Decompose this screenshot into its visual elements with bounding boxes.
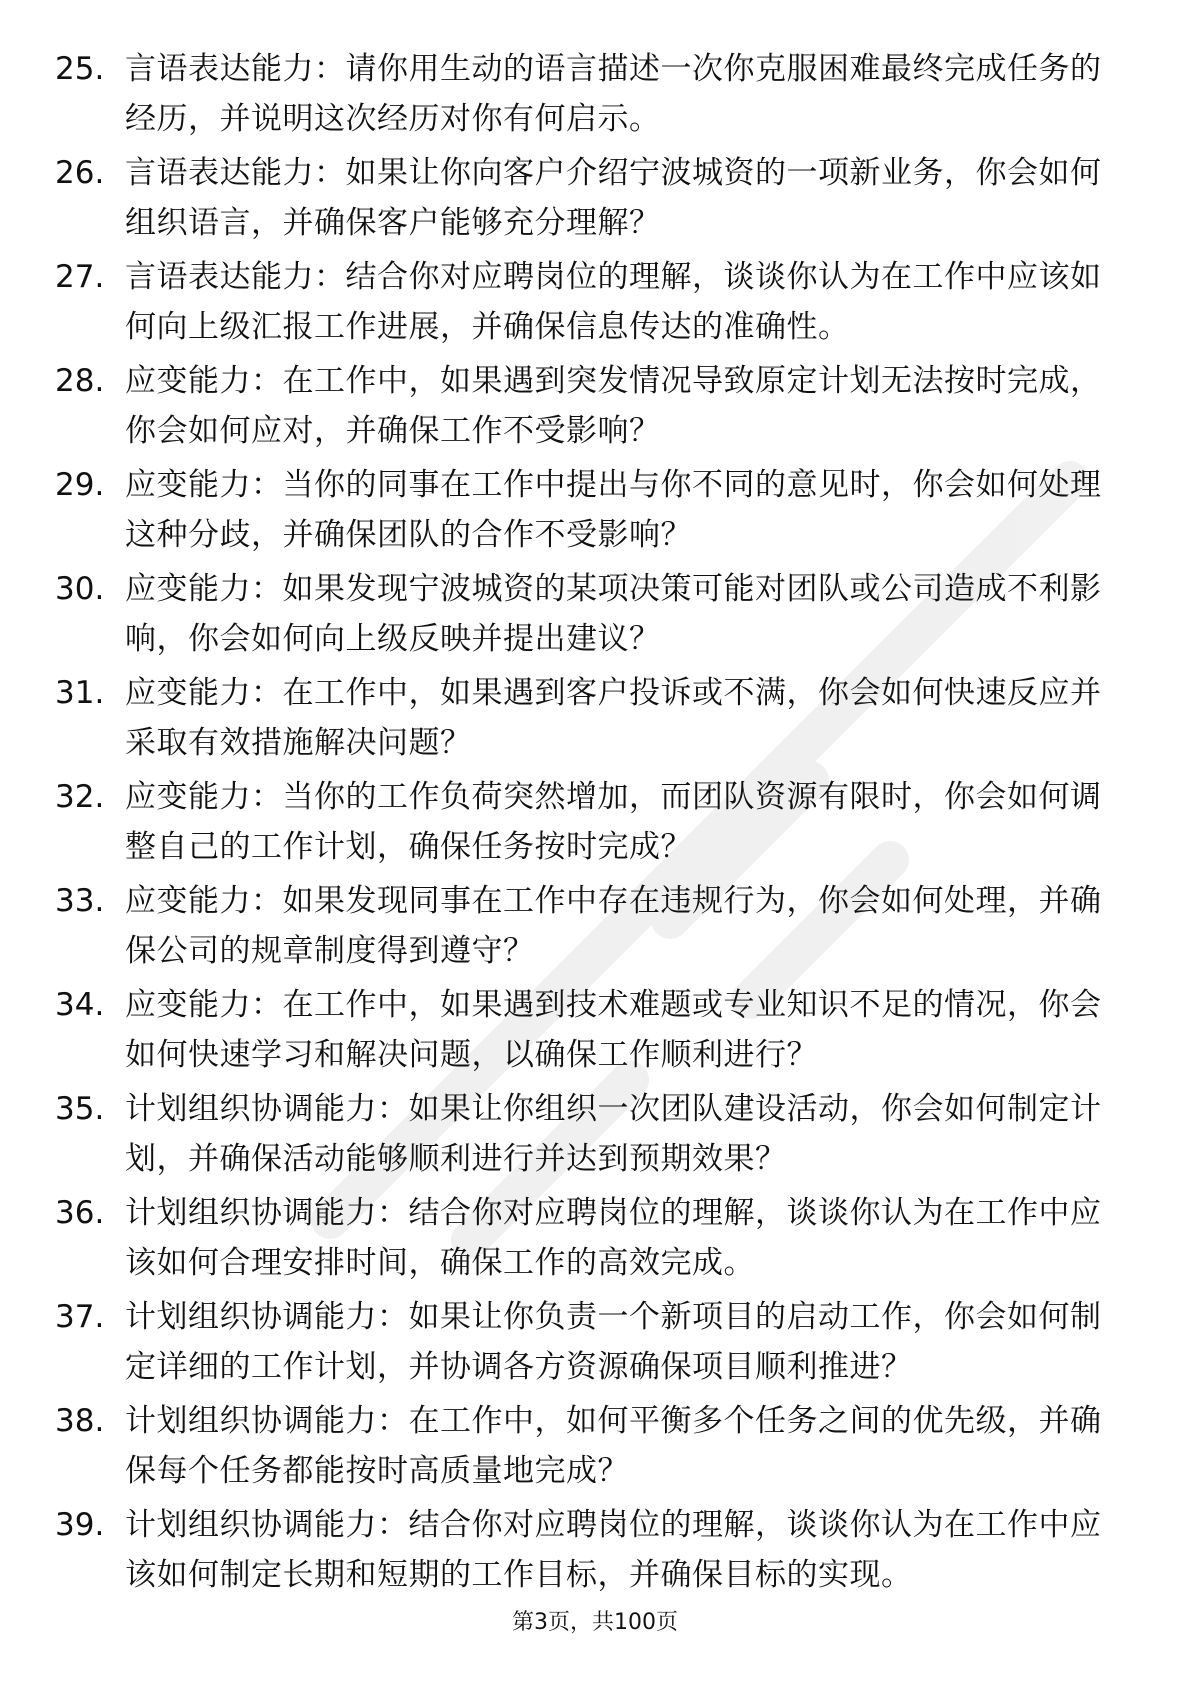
question-number: 30.: [55, 571, 105, 607]
question-text: 言语表达能力：结合你对应聘岗位的理解，谈谈你认为在工作中应该如何向上级汇报工作进展，并确保信息传达的准确性。: [125, 259, 1102, 345]
question-number: 32.: [55, 779, 105, 815]
question-text: 计划组织协调能力：在工作中，如何平衡多个任务之间的优先级，并确保每个任务都能按时高质量地完成？: [125, 1403, 1102, 1489]
question-text: 应变能力：在工作中，如果遇到技术难题或专业知识不足的情况，你会如何快速学习和解决问题，以确保工作顺利进行？: [125, 987, 1102, 1073]
question-text: 计划组织协调能力：结合你对应聘岗位的理解，谈谈你认为在工作中应该如何制定长期和短期的工作目标，并确保目标的实现。: [125, 1507, 1102, 1593]
question-number: 28.: [55, 363, 105, 399]
question-text: 应变能力：在工作中，如果遇到客户投诉或不满，你会如何快速反应并采取有效措施解决问题？: [125, 675, 1102, 761]
question-item: [55, 876, 1135, 980]
question-number: 34.: [55, 987, 105, 1023]
page-footer: 第3页，共100页: [512, 1610, 678, 1635]
question-text: 应变能力：在工作中，如果遇到突发情况导致原定计划无法按时完成，你会如何应对，并确保工作不受影响？: [125, 363, 1102, 449]
question-number: 31.: [55, 675, 105, 711]
question-text: 应变能力：如果发现同事在工作中存在违规行为，你会如何处理，并确保公司的规章制度得到遵守？: [125, 883, 1102, 969]
question-text: 应变能力：如果发现宁波城资的某项决策可能对团队或公司造成不利影响，你会如何向上级反映并提出建议？: [125, 571, 1102, 657]
question-number: 27.: [55, 259, 105, 295]
question-item: [55, 980, 1135, 1084]
question-item: [55, 1500, 1135, 1604]
question-item: [55, 1292, 1135, 1396]
question-item: [55, 772, 1135, 876]
question-item: [55, 356, 1135, 460]
question-text: 应变能力：当你的同事在工作中提出与你不同的意见时，你会如何处理这种分歧，并确保团队的合作不受影响？: [125, 467, 1102, 553]
question-number: 36.: [55, 1195, 105, 1231]
question-text: 应变能力：当你的工作负荷突然增加，而团队资源有限时，你会如何调整自己的工作计划，确保任务按时完成？: [125, 779, 1102, 865]
question-number: 26.: [55, 155, 105, 191]
question-number: 33.: [55, 883, 105, 919]
question-item: [55, 564, 1135, 668]
question-text: 计划组织协调能力：如果让你负责一个新项目的启动工作，你会如何制定详细的工作计划，并协调各方资源确保项目顺利推进？: [125, 1299, 1102, 1385]
question-item: [55, 1396, 1135, 1500]
question-text: 计划组织协调能力：结合你对应聘岗位的理解，谈谈你认为在工作中应该如何合理安排时间，确保工作的高效完成。: [125, 1195, 1102, 1281]
question-text: 言语表达能力：请你用生动的语言描述一次你克服困难最终完成任务的经历，并说明这次经历对你有何启示。: [125, 51, 1102, 137]
question-item: [55, 1188, 1135, 1292]
question-item: [55, 460, 1135, 564]
question-number: 35.: [55, 1091, 105, 1127]
question-item: [55, 668, 1135, 772]
question-item: [55, 252, 1135, 356]
question-number: 29.: [55, 467, 105, 503]
question-number: 39.: [55, 1507, 105, 1543]
question-list: [55, 44, 1135, 1604]
question-number: 37.: [55, 1299, 105, 1335]
question-text: 计划组织协调能力：如果让你组织一次团队建设活动，你会如何制定计划，并确保活动能够顺利进行并达到预期效果？: [125, 1091, 1102, 1177]
question-item: [55, 148, 1135, 252]
question-number: 25.: [55, 51, 105, 87]
question-text: 言语表达能力：如果让你向客户介绍宁波城资的一项新业务，你会如何组织语言，并确保客户能够充分理解？: [125, 155, 1102, 241]
question-number: 38.: [55, 1403, 105, 1439]
question-item: [55, 44, 1135, 148]
question-item: [55, 1084, 1135, 1188]
